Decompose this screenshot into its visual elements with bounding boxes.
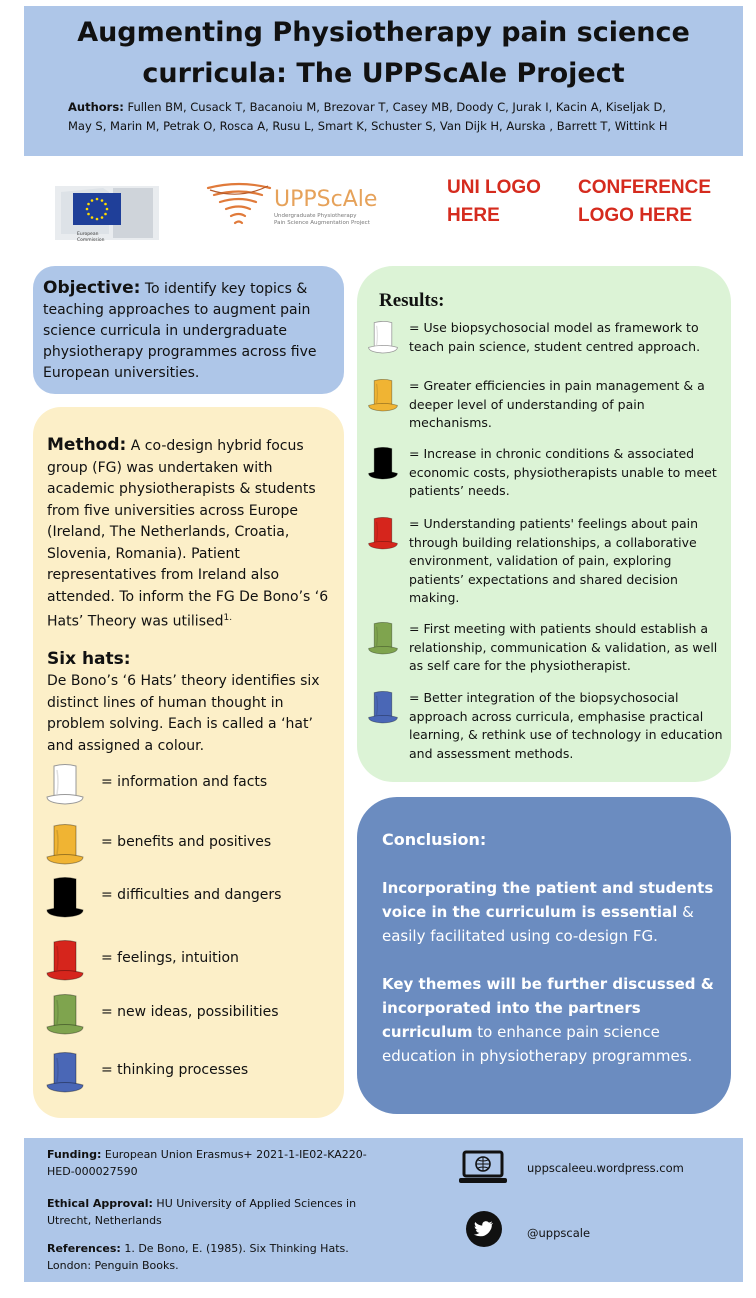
results-item-text: = Use biopsychosocial model as framework to teach pain science, student centred approach. [409,320,701,354]
ethics-text: HU University of Applied Sciences in Utrecht, Netherlands [47,1197,357,1227]
objective-text [43,278,335,384]
six-hats-item-label: = information and facts [101,774,268,790]
authors-label: Authors: [68,100,124,114]
twitter-handle[interactable]: @uppscale [527,1226,591,1240]
uni-logo-placeholder [447,174,541,230]
funding [47,1146,377,1180]
hat-icon [367,377,399,413]
six-hats-item-label: = thinking processes [101,1062,249,1078]
method-body: A co-design hybrid focus group (FG) was undertaken with academic physiotherapists & students from five universities across Europe (Ireland, The Netherlands, Croatia, Slovenia, Romania). Patient representatives from Ireland also attended. To inform the FG De Bono’s ‘6 Hats’ Theory was utilised [47,438,329,630]
conclusion-text [382,828,722,1068]
results-heading: Results: [379,290,445,311]
uppscale-name: UPPScAle [274,187,378,212]
website-link[interactable]: uppscaleeu.wordpress.com [527,1161,684,1175]
uppscale-logo [204,178,404,230]
conference-logo-placeholder [578,174,711,230]
hat-icon [367,620,399,656]
results-item-text: = Better integration of the biopsychosocial approach across curricula, emphasise practical learning, & rethink use of technology in education and assessment methods. [409,690,723,761]
results-item-text: = Understanding patients' feelings about pain through building relationships, a collaborative environment, validation of pain, exploring patients’ expectations and shared decision making. [409,516,699,605]
authors [68,98,708,136]
funding-text: European Union Erasmus+ 2021-1-IE02-KA220-HED-000027590 [47,1148,367,1178]
six-hats-item [45,875,335,919]
hat-icon [45,938,85,982]
refs-label: References: [47,1242,121,1255]
conf-logo-line-1: CONFERENCE [578,177,712,198]
six-hats-item [45,1050,335,1094]
method-heading: Method: [47,435,127,455]
european-commission-logo [53,182,163,246]
authors-line-1: Fullen BM, Cusack T, Bacanoiu M, Brezovar T, Casey MB, Doody C, Jurak I, Kacin A, Kiseljak D, [123,100,666,114]
objective-body: To identify key topics & teaching approaches to augment pain science curricula in undergraduate physiotherapy programmes across five European universities. [43,281,317,381]
results-item-text: = Greater efficiencies in pain management & a deeper level of understanding of pain mechanisms. [409,378,705,430]
conclusion-heading: Conclusion: [382,830,487,849]
six-hats-text: De Bono’s ‘6 Hats’ theory identifies six distinct lines of human thought in problem solving. Each is called a ‘hat’ and assigned a colour. [47,673,320,754]
conf-logo-line-2: LOGO HERE [578,205,693,226]
hat-icon [45,1050,85,1094]
title-line-2: curricula: The UPPScAle Project [142,58,625,89]
hat-icon [45,822,85,866]
references [47,1240,377,1274]
ethics-label: Ethical Approval: [47,1197,153,1210]
conclusion-p1-bold: Incorporating the patient and students voice in the curriculum is essential [382,879,714,921]
results-item-text: = Increase in chronic conditions & associated economic costs, physiotherapists unable to meet patients’ needs. [409,446,717,498]
six-hats-item-label: = feelings, intuition [101,950,239,966]
ethical-approval [47,1195,377,1229]
eu-caption-1: European [77,232,99,237]
conclusion-p2-bold: Key themes will be further discussed & incorporated into the partners curriculum [382,975,714,1041]
six-hats-item [45,822,335,866]
refs-text: 1. De Bono, E. (1985). Six Thinking Hats. London: Penguin Books. [47,1242,349,1272]
six-hats-item-label: = difficulties and dangers [101,887,282,903]
funding-label: Funding: [47,1148,102,1161]
hat-icon [45,992,85,1036]
six-hats-item-label: = benefits and positives [101,834,272,850]
uni-logo-line-1: UNI LOGO [447,177,541,198]
eu-caption-2: Commission [77,238,105,243]
hat-icon [367,319,399,355]
objective-heading: Objective: [43,278,141,298]
results-item-text: = First meeting with patients should establish a relationship, communication & validation, as well as self care for the physiotherapist. [409,621,718,673]
hat-icon [45,762,85,806]
twitter-icon[interactable] [465,1210,503,1252]
conclusion-p1-rest: & easily facilitated using co-design FG. [382,903,694,945]
poster-title [24,12,743,94]
conclusion-p2-rest: to enhance pain science education in physiotherapy programmes. [382,1023,693,1065]
six-hats-item [45,762,335,806]
authors-line-2: May S, Marin M, Petrak O, Rosca A, Rusu L, Smart K, Schuster S, Van Dijk H, Aurska , Barrett T, Wittink H [68,119,668,133]
hat-icon [45,875,85,919]
title-line-1: Augmenting Physiotherapy pain science [77,17,690,48]
method-superscript: 1. [223,613,233,623]
uppscale-sub-2: Pain Science Augmentation Project [274,220,370,226]
method-text [47,435,329,633]
six-hats-item-label: = new ideas, possibilities [101,1004,279,1020]
hat-icon [367,515,399,551]
hat-icon [367,445,399,481]
six-hats-item [45,992,335,1036]
uppscale-sub-1: Undergraduate Physiotherapy [274,213,357,219]
six-hats-item [45,938,335,982]
uni-logo-line-2: HERE [447,205,500,226]
six-hats-heading: Six hats: [47,649,131,669]
hat-icon [367,689,399,725]
laptop-icon [458,1150,508,1190]
